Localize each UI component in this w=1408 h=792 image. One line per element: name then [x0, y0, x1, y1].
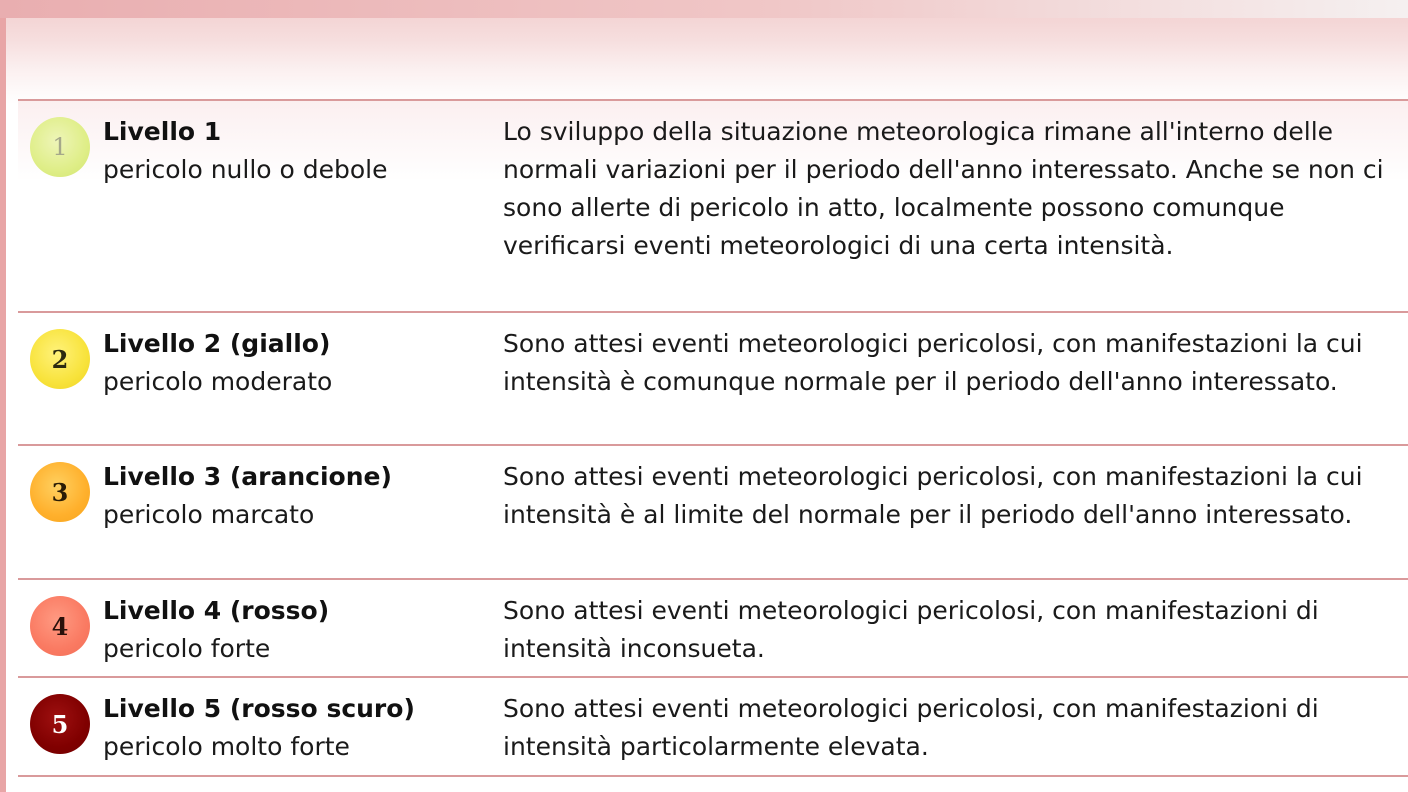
danger-levels-table	[18, 99, 1408, 777]
level-1-badge-icon	[30, 117, 90, 177]
level-title: Livello 4 (rosso)	[103, 596, 330, 625]
level-subtitle: pericolo nullo o debole	[103, 155, 388, 184]
level-subtitle: pericolo marcato	[103, 500, 315, 529]
left-border-strip	[0, 18, 6, 792]
level-number: 1	[52, 133, 68, 161]
level-subtitle: pericolo forte	[103, 634, 271, 663]
level-title: Livello 3 (arancione)	[103, 462, 392, 491]
level-2-badge-icon	[30, 329, 90, 389]
level-name-cell	[103, 113, 493, 189]
level-number: 5	[51, 709, 69, 739]
level-description: Sono attesi eventi meteorologici pericolosi, con manifestazioni di intensità inconsueta.	[503, 596, 1319, 663]
table-row	[18, 313, 1408, 446]
table-row	[18, 580, 1408, 678]
table-row	[18, 446, 1408, 580]
level-number: 4	[51, 611, 69, 641]
level-name-cell	[103, 690, 493, 766]
table-row	[18, 101, 1408, 313]
level-number: 3	[51, 477, 69, 507]
level-title: Livello 2 (giallo)	[103, 329, 331, 358]
table-row	[18, 678, 1408, 777]
level-description: Lo sviluppo della situazione meteorologica rimane all'interno delle normali variazioni per il periodo dell'anno interessato. Anche se non ci sono allerte di pericolo in atto, localmente possono comunque verificarsi eventi meteorologici di una certa intensità.	[503, 117, 1384, 260]
level-title: Livello 1	[103, 117, 222, 146]
level-subtitle: pericolo molto forte	[103, 732, 350, 761]
level-title: Livello 5 (rosso scuro)	[103, 694, 415, 723]
level-3-badge-icon	[30, 462, 90, 522]
level-description: Sono attesi eventi meteorologici pericolosi, con manifestazioni di intensità particolarmente elevata.	[503, 694, 1319, 761]
level-name-cell	[103, 325, 493, 401]
level-description: Sono attesi eventi meteorologici pericolosi, con manifestazioni la cui intensità è comunque normale per il periodo dell'anno interessato.	[503, 329, 1363, 396]
level-name-cell	[103, 458, 493, 534]
level-5-badge-icon	[30, 694, 90, 754]
level-name-cell	[103, 592, 493, 668]
level-description: Sono attesi eventi meteorologici pericolosi, con manifestazioni la cui intensità è al limite del normale per il periodo dell'anno interessato.	[503, 462, 1363, 529]
top-border-strip	[0, 0, 1408, 18]
level-number: 2	[51, 344, 69, 374]
level-subtitle: pericolo moderato	[103, 367, 333, 396]
level-4-badge-icon	[30, 596, 90, 656]
